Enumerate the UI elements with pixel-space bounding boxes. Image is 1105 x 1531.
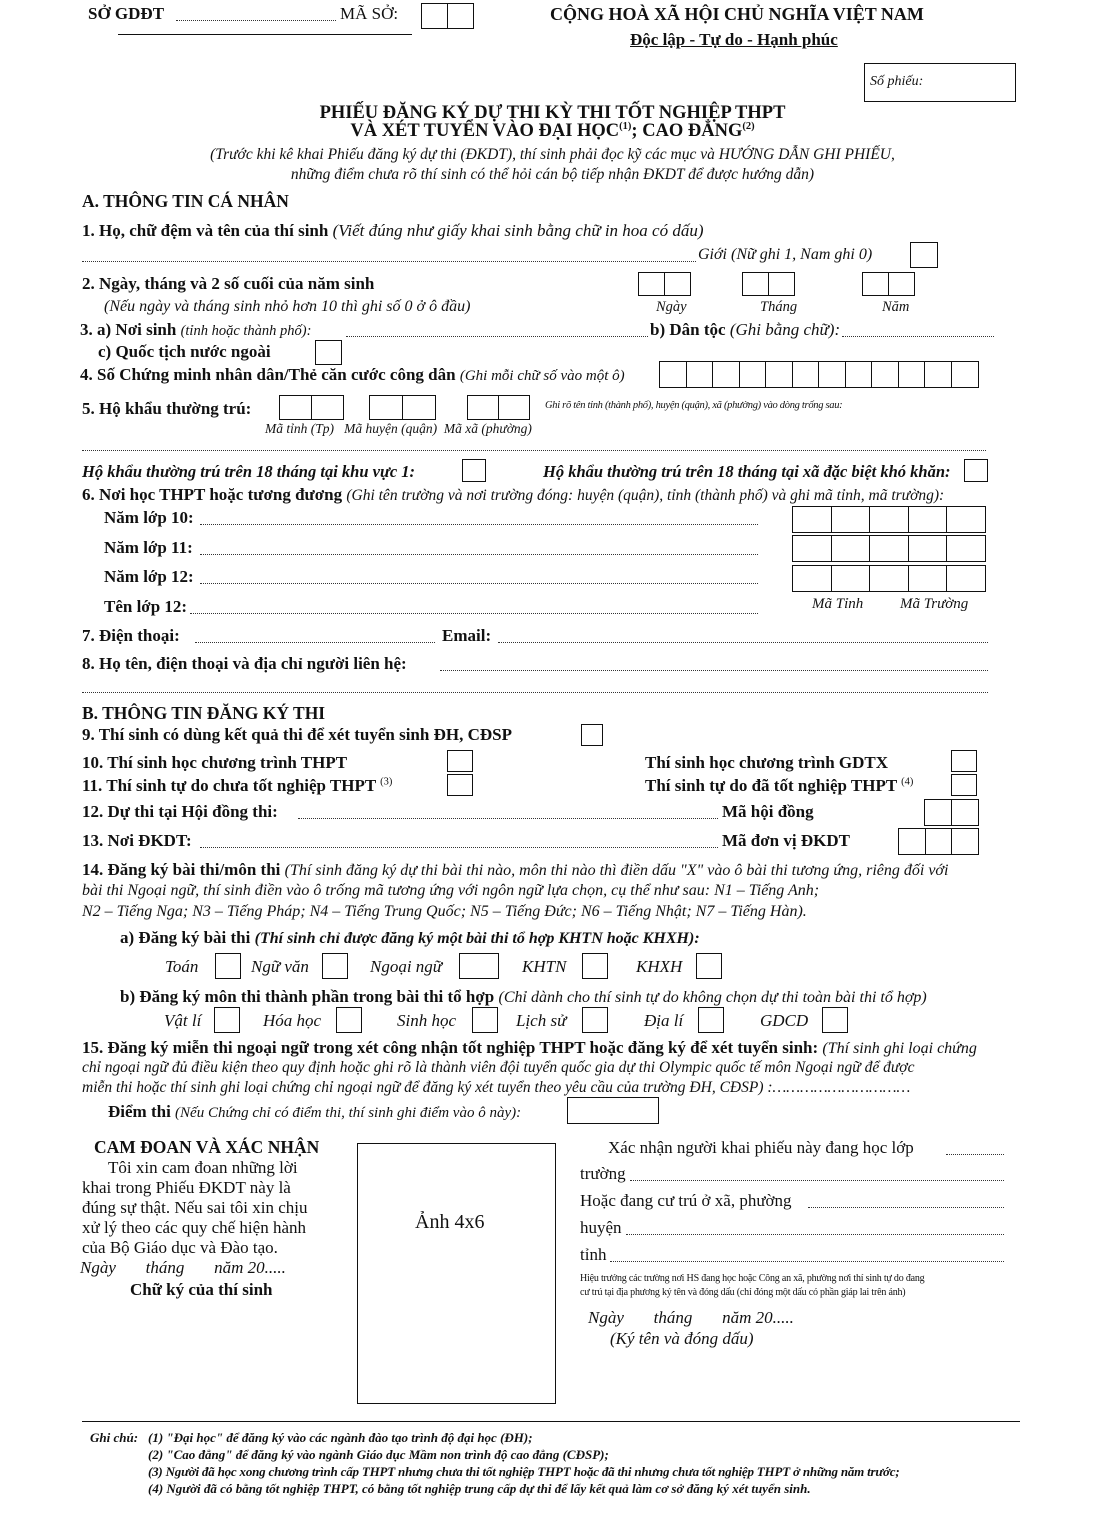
diem-thi-label [108, 1102, 521, 1122]
lop10-label: Năm lớp 10: [104, 508, 194, 527]
q11-label [82, 776, 392, 796]
title-sup2: (2) [742, 121, 755, 132]
subject-toan-box[interactable] [215, 953, 241, 979]
title-line2 [0, 121, 1105, 142]
xn-line2: trường [580, 1164, 626, 1183]
q11-sup: (3) [380, 776, 393, 788]
subject-sinhhoc-label: Sinh học [397, 1011, 457, 1030]
lop10-code-boxes[interactable] [792, 506, 985, 533]
title-note-2: những điểm chưa rõ thí sinh có thể hỏi cán bộ tiếp nhận ĐKDT để được hướng dẫn) [290, 166, 815, 183]
q15-label [82, 1038, 977, 1058]
xn-xa-field[interactable] [808, 1207, 1004, 1208]
ma-xa-boxes[interactable] [467, 395, 528, 420]
subject-khtn-box[interactable] [582, 953, 608, 979]
subject-lichsu-box[interactable] [582, 1007, 608, 1033]
q6-note: (Ghi tên trường và nơi trường đóng: huyện (quận), tỉnh (thành phố) và ghi mã tỉnh, mã trường): [346, 487, 945, 504]
ma-so-label: MÃ SỞ: [340, 4, 399, 23]
q2-note: (Nếu ngày và tháng sinh nhỏ hơn 10 thì ghi số 0 ở ô đầu) [104, 298, 471, 315]
xn-huyen-field[interactable] [626, 1234, 1004, 1235]
q14a-label [120, 928, 700, 948]
subject-hoahoc-label: Hóa học [263, 1011, 322, 1030]
xn-line1: Xác nhận người khai phiếu này đang học lớp [608, 1138, 914, 1157]
lop12-code-boxes[interactable] [792, 565, 985, 592]
ten-lop-field[interactable] [190, 613, 758, 614]
q3b-text: b) Dân tộc [650, 320, 726, 339]
title-sup1: (1) [619, 121, 632, 132]
month-label: Tháng [760, 299, 798, 315]
q3a-text: 3. a) Nơi sinh [80, 320, 177, 339]
q14-note3: N2 – Tiếng Nga; N3 – Tiếng Pháp; N4 – Tiếng Trung Quốc; N5 – Tiếng Đức; N6 – Tiếng Nhật; N7 – Tiếng Hàn). [82, 903, 807, 920]
ma-don-vi-label: Mã đơn vị ĐKDT [722, 831, 850, 850]
q2-label: 2. Ngày, tháng và 2 số cuối của năm sinh [82, 274, 375, 293]
subject-gdcd-box[interactable] [822, 1007, 848, 1033]
q4-note: (Ghi mỗi chữ số vào một ô) [459, 368, 625, 384]
gender-label: Giới (Nữ ghi 1, Nam ghi 0) [698, 246, 873, 263]
lop12-field[interactable] [200, 583, 758, 584]
q14a-note: (Thí sinh chỉ được đăng ký một bài thi tổ hợp KHTN hoặc KHXH): [254, 930, 700, 947]
q3b-label [650, 320, 840, 340]
q14-note1: (Thí sinh đăng ký dự thi bài thi nào, môn thi nào thì điền dấu "X" vào ô bài thi tương ứng, riêng đối với [284, 862, 949, 879]
cam-doan-line5: của Bộ Giáo dục và Đào tạo. [82, 1238, 278, 1257]
hk-kv1-box[interactable] [462, 459, 486, 482]
cam-doan-heading: CAM ĐOAN VÀ XÁC NHẬN [94, 1137, 320, 1157]
cam-doan-date: Ngày tháng năm 20..... [80, 1258, 286, 1277]
subject-ngoaingu-box[interactable] [459, 953, 499, 979]
header-underline [118, 34, 412, 35]
q4-text: 4. Số Chứng minh nhân dân/Thẻ căn cước công dân [80, 365, 456, 384]
q8-label: 8. Họ tên, điện thoại và địa chỉ người liên hệ: [82, 654, 407, 673]
noi-dkdt-field[interactable] [200, 847, 718, 848]
contact-field-2[interactable] [82, 692, 988, 693]
q3a-note: (tỉnh hoặc thành phố): [180, 323, 312, 339]
note-4: (4) Người đã có bằng tốt nghiệp THPT, có bằng tốt nghiệp trung cấp dự thi để lấy kết quả làm cơ sở đăng ký xét tuyển sinh. [148, 1481, 811, 1496]
notes-divider [82, 1421, 1020, 1422]
subject-gdcd-label: GDCD [760, 1011, 809, 1030]
xn-truong-field[interactable] [630, 1180, 1004, 1181]
q5-code-labels: Mã tỉnh (Tp) Mã huyện (quận) Mã xã (phường) [265, 421, 532, 436]
lop11-label: Năm lớp 11: [104, 538, 193, 557]
ma-tinh-boxes[interactable] [279, 395, 342, 420]
country-name: CỘNG HOÀ XÃ HỘI CHỦ NGHĨA VIỆT NAM [550, 4, 924, 24]
hoi-dong-field[interactable] [298, 818, 718, 819]
q13-label: 13. Nơi ĐKDT: [82, 831, 192, 850]
q7-label: 7. Điện thoại: [82, 626, 180, 645]
q4-label [80, 365, 625, 385]
lop12-label: Năm lớp 12: [104, 567, 194, 586]
section-a-heading: A. THÔNG TIN CÁ NHÂN [82, 191, 289, 211]
subject-ngoaingu-label: Ngoại ngữ [370, 957, 443, 976]
photo-label: Ảnh 4x6 [415, 1211, 485, 1233]
q6-text: 6. Nơi học THPT hoặc tương đương [82, 485, 343, 504]
subject-vatli-label: Vật lí [164, 1011, 202, 1030]
q9-label: 9. Thí sinh có dùng kết quả thi để xét tuyển sinh ĐH, CĐSP [82, 725, 512, 744]
q15-note1: (Thí sinh ghi loại chứng [822, 1040, 977, 1057]
q11b-text: Thí sinh tự do đã tốt nghiệp THPT [645, 776, 897, 795]
hk-dbkk-label: Hộ khẩu thường trú trên 18 tháng tại xã đặc biệt khó khăn: [543, 462, 951, 481]
q15-text: 15. Đăng ký miễn thi ngoại ngữ trong xét công nhận tốt nghiệp THPT hoặc đăng ký để xét tuyển sinh: [82, 1038, 819, 1057]
ethnicity-field[interactable] [842, 336, 994, 337]
q14-label [82, 860, 948, 880]
ten-lop-label: Tên lớp 12: [104, 597, 188, 616]
contact-field[interactable] [440, 670, 988, 671]
ma-hoi-dong-boxes[interactable] [924, 799, 977, 826]
full-name-field[interactable] [82, 261, 696, 262]
cam-doan-line1: Tôi xin cam đoan những lời [108, 1158, 298, 1177]
q3b-note: (Ghi bằng chữ): [729, 320, 841, 339]
cam-doan-line3: đúng sự thật. Nếu sai tôi xin chịu [82, 1198, 308, 1217]
birth-year-boxes[interactable] [862, 272, 913, 296]
ma-truong-label: Mã Trường [900, 596, 969, 612]
q11b-label [645, 776, 913, 796]
q5-note: Ghi rõ tên tỉnh (thành phố), huyện (quận), xã (phường) vào dòng trống sau: [545, 400, 843, 411]
q1-text: 1. Họ, chữ đệm và tên của thí sinh [82, 221, 329, 240]
q14b-note: (Chỉ dành cho thí sinh tự do không chọn dự thi toàn bài thi tổ hợp) [498, 989, 927, 1006]
xn-line4: huyện [580, 1218, 622, 1237]
ma-don-vi-boxes[interactable] [898, 828, 978, 855]
q11b-sup: (4) [901, 776, 914, 788]
so-phieu-label: Số phiếu: [870, 74, 924, 89]
q10-label: 10. Thí sinh học chương trình THPT [82, 753, 348, 772]
subject-sinhhoc-box[interactable] [472, 1007, 498, 1033]
xn-note1: Hiệu trưởng các trường nơi HS đang học hoặc Công an xã, phường nơi thí sinh tự do đang [580, 1273, 925, 1284]
q15-note3: miễn thi hoặc thí sinh ghi loại chứng chỉ ngoại ngữ để đăng ký xét tuyển theo yêu cầu của trường ĐH, CĐSP) :………………………… [82, 1079, 911, 1096]
note-2: (2) "Cao đẳng" để đăng ký vào ngành Giáo dục Mầm non trình độ cao đẳng (CĐSP); [148, 1447, 609, 1462]
phone-field[interactable] [195, 642, 435, 643]
q1-note: (Viết đúng như giấy khai sinh bằng chữ in hoa có dấu) [332, 221, 704, 240]
xn-date: Ngày tháng năm 20..... [588, 1308, 794, 1327]
title-line2b-text: ; CAO ĐẲNG [631, 121, 743, 142]
so-gddt-label: SỞ GDĐT [88, 4, 165, 23]
hk-dbkk-box[interactable] [964, 459, 988, 482]
q10b-box[interactable] [951, 750, 977, 772]
q14-text: 14. Đăng ký bài thi/môn thi [82, 860, 281, 879]
q14b-text: b) Đăng ký môn thi thành phần trong bài thi tổ hợp [120, 987, 495, 1006]
cam-doan-line4: xử lý theo các quy chế hiện hành [82, 1218, 306, 1237]
title-line2-text: VÀ XÉT TUYỂN VÀO ĐẠI HỌC [350, 121, 620, 142]
birthplace-field[interactable] [346, 336, 648, 337]
subject-diali-label: Địa lí [644, 1011, 684, 1030]
subject-lichsu-label: Lịch sử [516, 1011, 567, 1030]
note-3: (3) Người đã học xong chương trình cấp THPT nhưng chưa thi tốt nghiệp THPT hoặc đã thi nhưng chưa tốt nghiệp THPT ở những năm trước; [148, 1464, 900, 1479]
q3c-label: c) Quốc tịch nước ngoài [98, 342, 271, 361]
subject-van-label: Ngữ văn [251, 957, 309, 976]
q11b-box[interactable] [951, 774, 977, 796]
lop10-field[interactable] [200, 524, 758, 525]
q11-box[interactable] [447, 774, 473, 796]
xn-line3: Hoặc đang cư trú ở xã, phường [580, 1191, 792, 1210]
ma-tinh-label: Mã Tỉnh [812, 596, 864, 612]
signature-label: Chữ ký của thí sinh [130, 1280, 273, 1299]
id-number-boxes[interactable] [659, 361, 977, 388]
title-note-1: (Trước khi kê khai Phiếu đăng ký dự thi (ĐKDT), thí sinh phải đọc kỹ các mục và HƯỚNG DẪN GHI PHIẾU, [210, 146, 895, 163]
xn-note2: cư trú tại địa phương ký tên và đóng dấu (chỉ đóng một dấu có phần giáp lai trên ảnh) [580, 1287, 906, 1298]
lop11-field[interactable] [200, 554, 758, 555]
hk-kv1-label: Hộ khẩu thường trú trên 18 tháng tại khu vực 1: [82, 462, 416, 481]
xn-line5: tỉnh [580, 1245, 607, 1264]
q14-note2: bài thi Ngoại ngữ, thí sinh điền vào ô trống mã tương ứng với ngôn ngữ lựa chọn, cụ thể như sau: N1 – Tiếng Anh; [82, 882, 820, 899]
q5-label: 5. Hộ khẩu thường trú: [82, 399, 252, 418]
email-label: Email: [442, 626, 492, 645]
email-field[interactable] [498, 642, 988, 643]
subject-diali-box[interactable] [698, 1007, 724, 1033]
birth-month-boxes[interactable] [742, 272, 793, 296]
q14a-text: a) Đăng ký bài thi [120, 928, 251, 947]
diem-thi-note: (Nếu Chứng chỉ có điểm thi, thí sinh ghi điểm vào ô này): [175, 1105, 522, 1121]
gender-box[interactable] [910, 242, 938, 268]
diem-thi-text: Điểm thi [108, 1102, 171, 1121]
xn-tinh-field[interactable] [610, 1261, 1004, 1262]
subject-khxh-label: KHXH [636, 957, 683, 976]
q9-box[interactable] [581, 724, 603, 746]
lop11-code-boxes[interactable] [792, 535, 985, 562]
subject-khxh-box[interactable] [696, 953, 722, 979]
year-label: Năm [882, 299, 910, 315]
motto: Độc lập - Tự do - Hạnh phúc [630, 30, 838, 49]
q3a-label [80, 320, 311, 340]
subject-vatli-box[interactable] [214, 1007, 240, 1033]
q12-label: 12. Dự thi tại Hội đồng thi: [82, 802, 278, 821]
xn-lop-field[interactable] [946, 1154, 1004, 1155]
subject-toan-label: Toán [165, 957, 199, 976]
subject-khtn-label: KHTN [522, 957, 567, 976]
subject-van-box[interactable] [322, 953, 348, 979]
q14b-label [120, 987, 927, 1007]
q10b-label: Thí sinh học chương trình GDTX [645, 753, 889, 772]
ma-hoi-dong-label: Mã hội đồng [722, 802, 814, 821]
q1-label [82, 221, 704, 241]
xn-sign-label: (Ký tên và đóng dấu) [610, 1329, 754, 1348]
notes-label: Ghi chú: [90, 1430, 139, 1445]
diem-thi-box[interactable] [567, 1097, 659, 1124]
address-field[interactable] [82, 450, 986, 451]
subject-hoahoc-box[interactable] [336, 1007, 362, 1033]
q6-label [82, 485, 944, 505]
title-line1: PHIẾU ĐĂNG KÝ DỰ THI KỲ THI TỐT NGHIỆP THPT [319, 103, 786, 123]
photo-box[interactable] [357, 1143, 556, 1404]
section-b-heading: B. THÔNG TIN ĐĂNG KÝ THI [82, 703, 326, 723]
ma-so-boxes[interactable] [421, 3, 472, 29]
ma-huyen-boxes[interactable] [369, 395, 434, 420]
day-label: Ngày [656, 299, 687, 315]
q10-box[interactable] [447, 750, 473, 772]
note-1: (1) "Đại học" để đăng ký vào các ngành đào tạo trình độ đại học (ĐH); [148, 1430, 533, 1445]
cam-doan-line2: khai trong Phiếu ĐKDT này là [82, 1178, 291, 1197]
birth-day-boxes[interactable] [638, 272, 689, 296]
nationality-box[interactable] [315, 340, 342, 365]
q15-note2: chỉ ngoại ngữ đủ điều kiện theo quy định hoặc ghi rõ là thành viên đội tuyển quốc gia dự thi Olympic quốc tế môn Ngoại ngữ để được [82, 1059, 915, 1076]
so-gddt-field[interactable] [176, 20, 336, 21]
q11-text: 11. Thí sinh tự do chưa tốt nghiệp THPT [82, 776, 376, 795]
